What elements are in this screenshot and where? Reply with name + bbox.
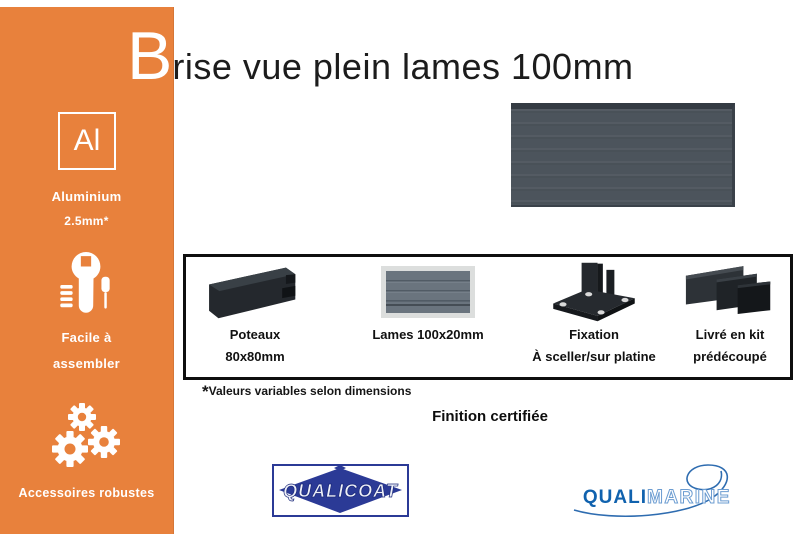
wrench-icon [50,250,122,327]
qualimarine-outline-text: MARINE [647,487,731,508]
aluminium-symbol-box [58,112,116,170]
page-title [127,18,634,94]
kit-image [671,261,789,323]
qualicoat-logo [272,464,409,517]
qualimarine-solid-text: QUALI [582,487,647,508]
aluminium-label: Aluminium [51,189,122,204]
lames-label: Lames 100x20mm [372,327,484,342]
aluminium-symbol: Al [73,124,101,157]
finish-certified-label: Finition certifiée [432,408,548,425]
feature-accessories: Accessoires robustes [18,486,155,500]
thickness-label: 2.5mm* [64,214,109,228]
kit-label: Livré en kit [695,327,765,342]
footnote-text: Valeurs variables selon dimensions [208,384,412,398]
gears-icon [46,400,126,479]
panel-slats-texture [511,109,732,205]
component-poteaux [190,261,320,364]
footnote-asterisk: * [202,382,209,401]
fixation-image [524,261,664,323]
footnote [202,382,411,402]
feature-easy-line1: Facile à [61,330,112,345]
qualimarine-logo [560,458,750,524]
feature-easy-line2: assembler [52,356,121,371]
title-rest: rise vue plein lames 100mm [172,46,634,87]
qualicoat-text: QUALICOAT [283,481,398,501]
lames-image [363,261,493,323]
product-panel-image [511,103,735,207]
fixation-sublabel: À sceller/sur platine [532,349,656,364]
component-lames [363,261,493,349]
poteau-image [190,261,320,323]
component-fixation [524,261,664,364]
component-kit [671,261,789,364]
poteaux-label: Poteaux [229,327,281,342]
title-initial: B [127,18,173,94]
components-box [183,254,793,380]
fixation-label: Fixation [569,327,619,342]
kit-sublabel: prédécoupé [693,349,767,364]
poteaux-sublabel: 80x80mm [225,349,285,364]
